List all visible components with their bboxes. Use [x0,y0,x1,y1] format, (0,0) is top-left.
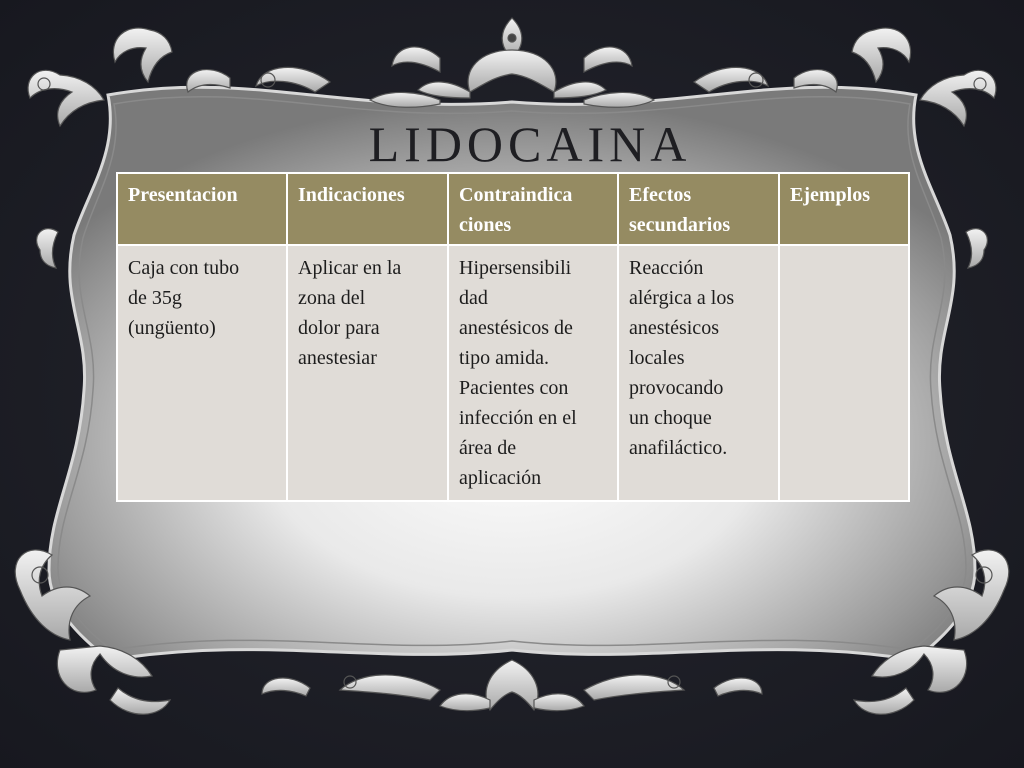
top-crest-ornament [370,18,654,107]
cell-text: Hipersensibili [459,257,572,279]
cell-text: dad [459,287,488,309]
table-cell [287,245,448,501]
cell-text: Pacientes con [459,377,569,399]
header-text: Efectos [629,184,692,206]
header-text: Indicaciones [298,184,405,206]
cell-text: área de [459,437,517,459]
cell-text: Caja con tubo [128,257,240,279]
table-header-row [117,173,909,245]
slide-title: LIDOCAINA [368,116,692,172]
column-header [618,173,779,245]
cell-text: dolor para [298,317,380,339]
table-cell [779,245,909,501]
table-cell [117,245,287,501]
header-text: ciones [459,214,512,236]
header-text: Contraindica [459,184,573,206]
bottom-center-ornament [262,660,762,711]
column-header [117,173,287,245]
cell-text: anestésicos de [459,317,573,339]
cell-text: un choque [629,407,712,429]
cell-text: anestesiar [298,347,377,369]
column-header [448,173,618,245]
column-header [779,173,909,245]
header-text: Presentacion [128,184,238,206]
table-row [117,245,909,501]
cell-text: zona del [298,287,366,309]
cell-text: tipo amida. [459,347,549,369]
cell-text: Aplicar en la [298,257,402,279]
header-text: Ejemplos [790,184,870,206]
cell-text: de 35g [128,287,182,309]
cell-text: anestésicos [629,317,719,339]
column-header [287,173,448,245]
cell-text: infección en el [459,407,577,429]
cell-text: alérgica a los [629,287,735,309]
cell-text: locales [629,347,685,369]
cell-text: aplicación [459,467,542,489]
cell-text: Reacción [629,257,704,279]
data-table [116,172,910,502]
cell-text: (ungüento) [128,317,216,339]
cell-text: anafiláctico. [629,437,728,459]
cell-text: provocando [629,377,724,399]
table-cell [618,245,779,501]
header-text: secundarios [629,214,731,236]
table-cell [448,245,618,501]
